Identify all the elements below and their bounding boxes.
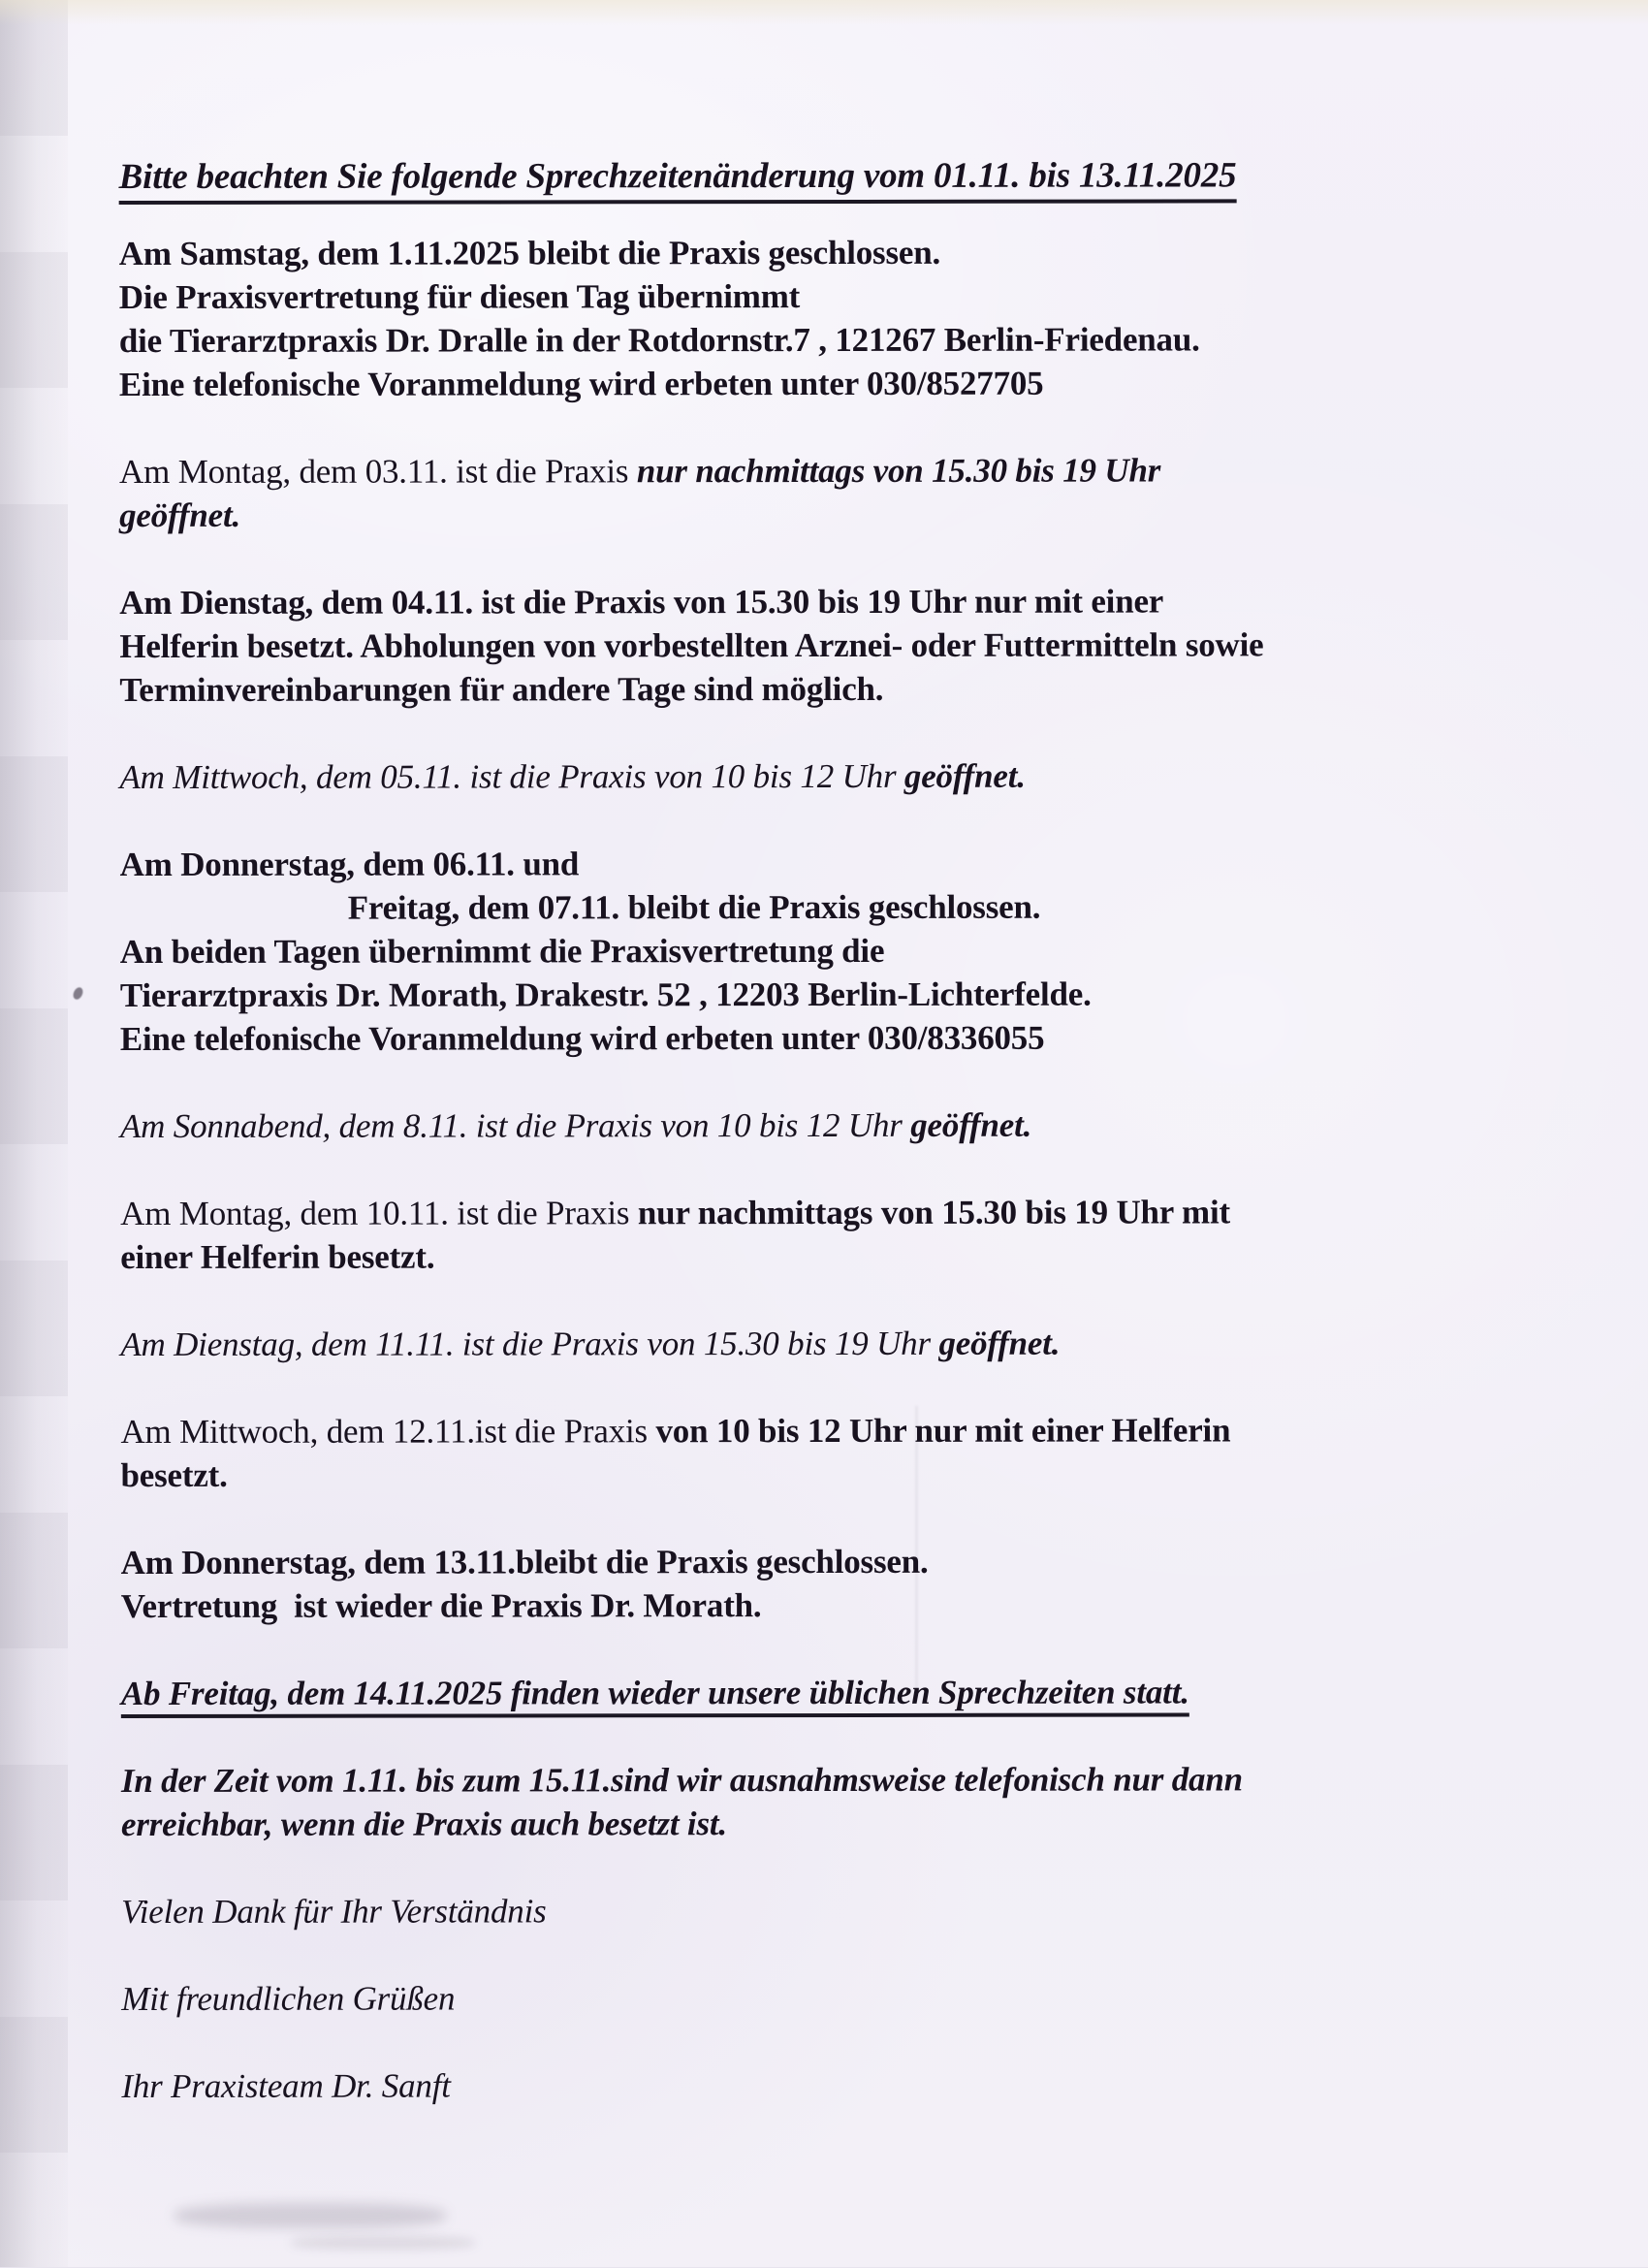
text-run: Ihr Praxisteam Dr. Sanft (121, 2067, 450, 2105)
paragraph (121, 1757, 1571, 1846)
text-line (121, 2062, 1571, 2108)
text-run: Am Sonnabend, dem 8.11. ist die Praxis von 10 bis 12 Uhr (120, 1106, 910, 1145)
text-run: die Tierarztpraxis Dr. Dralle in der Rotdornstr.7 , 121267 Berlin-Friedenau. (119, 320, 1200, 360)
text-run: Am Dienstag, dem 11.11. ist die Praxis von 15.30 bis 19 Uhr (120, 1325, 938, 1363)
notice-title: Bitte beachten Sie folgende Sprechzeitenänderung vom 01.11. bis 13.11.2025 (119, 154, 1237, 205)
paragraph (120, 841, 1570, 1061)
paragraph (121, 1539, 1571, 1628)
text-line (119, 579, 1569, 624)
text-run: geöffnet. (119, 496, 240, 534)
text-run: Am Dienstag, dem 04.11. ist die Praxis von 15.30 bis 19 Uhr nur mit einer (119, 583, 1163, 623)
text-line (121, 1888, 1571, 1933)
paragraph (120, 1408, 1570, 1497)
notice-body (119, 230, 1572, 2108)
text-line (119, 492, 1569, 537)
text-run: Terminvereinbarungen für andere Tage sind möglich. (119, 670, 883, 709)
text-line (119, 753, 1569, 799)
text-line (119, 361, 1569, 406)
text-line (119, 230, 1569, 275)
text-run: geöffnet. (910, 1106, 1031, 1144)
text-run: Mit freundlichen Grüßen (121, 1980, 455, 2018)
paragraph (120, 1102, 1570, 1148)
text-run: von 10 bis 12 Uhr nur mit einer Helferin (655, 1411, 1230, 1450)
text-line (120, 841, 1570, 886)
paragraph (120, 1321, 1570, 1366)
text-run: Am Montag, dem 03.11. ist die Praxis (119, 452, 637, 491)
text-run: Am Donnerstag, dem 13.11.bleibt die Praxis geschlossen. (121, 1543, 929, 1581)
text-run: Helferin besetzt. Abholungen von vorbestellten Arznei- oder Futtermitteln sowie (119, 625, 1263, 665)
text-line (120, 884, 1570, 930)
text-line (120, 1102, 1570, 1148)
paragraph (119, 448, 1569, 537)
text-run: Am Montag, dem 10.11. ist die Praxis (120, 1194, 638, 1232)
text-line (120, 1190, 1570, 1235)
paragraph (121, 1670, 1571, 1715)
paragraph (119, 579, 1569, 712)
text-line (120, 972, 1570, 1017)
text-line (121, 1582, 1571, 1628)
text-line (121, 1670, 1571, 1715)
text-line (119, 448, 1569, 494)
text-line (119, 623, 1569, 668)
text-run: Eine telefonische Voranmeldung wird erbeten unter 030/8336055 (120, 1019, 1045, 1058)
paragraph (119, 230, 1569, 406)
text-line (119, 273, 1569, 319)
text-run: Freitag, dem 07.11. bleibt die Praxis geschlossen. (348, 888, 1041, 927)
text-run: geöffnet. (904, 757, 1026, 795)
paragraph (120, 1190, 1570, 1279)
text-line (121, 1757, 1571, 1803)
text-run: geöffnet. (938, 1325, 1060, 1362)
text-line (120, 1321, 1570, 1366)
text-line (120, 1233, 1570, 1279)
text-run: Tierarztpraxis Dr. Morath, Drakestr. 52 , 12203 Berlin-Lichterfelde. (120, 975, 1092, 1014)
text-run: Am Mittwoch, dem 05.11. ist die Praxis von 10 bis 12 Uhr (119, 757, 903, 796)
text-line (121, 1801, 1571, 1846)
text-line (121, 1975, 1571, 2021)
text-run: nur nachmittags von 15.30 bis 19 Uhr (637, 452, 1160, 491)
text-run: An beiden Tagen übernimmt die Praxisvertretung die (120, 932, 885, 971)
text-line (120, 1452, 1570, 1497)
paragraph (121, 1975, 1571, 2021)
text-run: nur nachmittags von 15.30 bis 19 Uhr mit (638, 1193, 1230, 1231)
text-run: Vielen Dank für Ihr Verständnis (121, 1892, 546, 1931)
text-run: besetzt. (120, 1456, 227, 1494)
text-run: Vertretung ist wieder die Praxis Dr. Morath. (121, 1586, 762, 1625)
text-line (120, 1015, 1570, 1061)
paragraph (121, 1888, 1571, 1933)
text-line (121, 1539, 1571, 1584)
text-line (119, 666, 1569, 712)
text-run: Die Praxisvertretung für diesen Tag übernimmt (119, 277, 800, 316)
text-run: In der Zeit vom 1.11. bis zum 15.11.sind wir ausnahmsweise telefonisch nur dann (121, 1760, 1243, 1800)
text-line (120, 928, 1570, 974)
text-run: Am Mittwoch, dem 12.11.ist die Praxis (120, 1412, 655, 1451)
paragraph (119, 753, 1569, 799)
text-run: erreichbar, wenn die Praxis auch besetzt ist. (121, 1805, 727, 1843)
text-line (119, 317, 1569, 363)
text-run: Ab Freitag, dem 14.11.2025 finden wieder unsere üblichen Sprechzeiten statt. (121, 1673, 1189, 1718)
text-run: Am Donnerstag, dem 06.11. und (120, 845, 580, 883)
text-line (120, 1408, 1570, 1453)
paragraph (121, 2062, 1571, 2108)
text-run: Am Samstag, dem 1.11.2025 bleibt die Praxis geschlossen. (119, 234, 940, 272)
text-run: Eine telefonische Voranmeldung wird erbeten unter 030/8527705 (119, 365, 1044, 403)
text-run: einer Helferin besetzt. (120, 1238, 434, 1276)
